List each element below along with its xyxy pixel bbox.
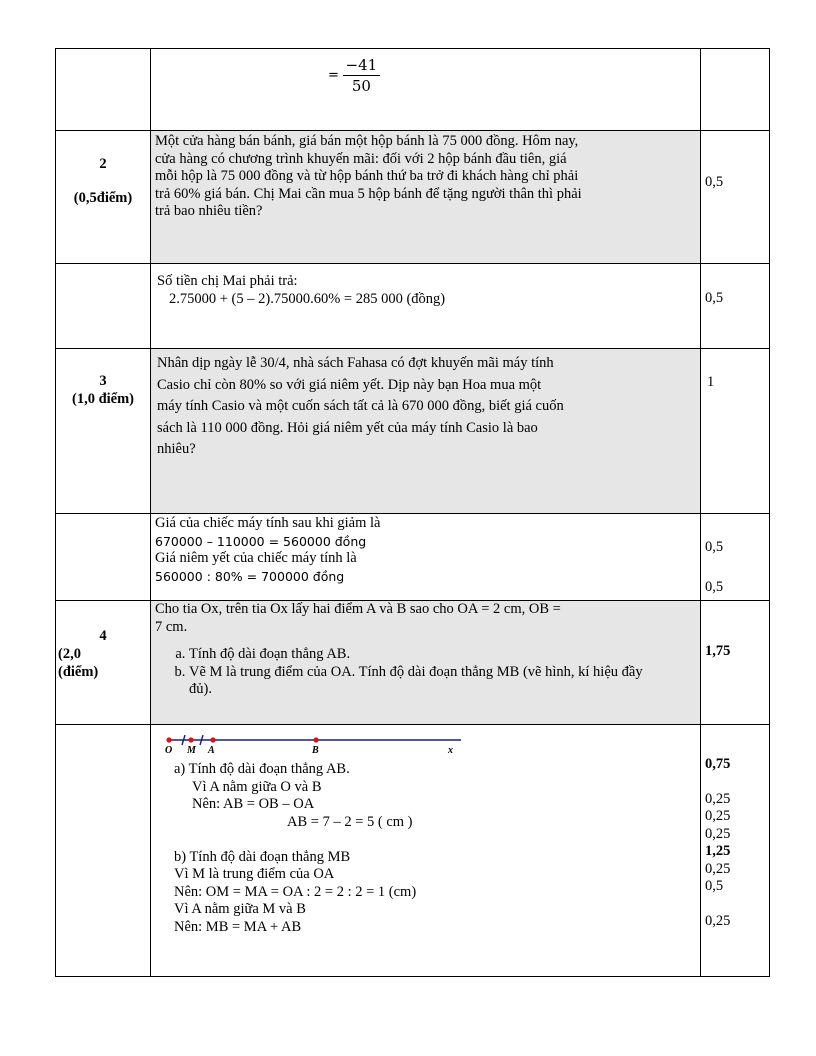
question-line: mỗi hộp là 75 000 đồng và từ hộp bánh thứ ba trở đi khách hàng chỉ phải <box>155 168 579 184</box>
table-row <box>56 601 770 725</box>
question-number: 3 <box>99 373 107 389</box>
question-number: 4 <box>99 628 107 644</box>
label-cell <box>56 725 151 977</box>
fraction-numerator: −41 <box>343 55 381 76</box>
blank-line <box>165 831 700 849</box>
score: 1,75 <box>705 643 731 659</box>
question-line: trả 60% giá bán. Chị Mai cần mua 5 hộp bánh để tặng người thân thì phải <box>155 185 582 202</box>
question-line: Cho tia Ox, trên tia Ox lấy hai điểm A và B sao cho OA = 2 cm, OB = <box>155 601 561 617</box>
score: 0,5 <box>705 290 724 306</box>
question-line: trả bao nhiêu tiền? <box>155 203 263 219</box>
question-line: Casio chỉ còn 80% so với giá niêm yết. Dịp này bạn Hoa mua một <box>157 376 542 393</box>
answer-line: 2.75000 + (5 – 2).75000.60% = 285 000 (đồng) <box>169 290 446 307</box>
answer-cell <box>151 514 701 601</box>
answer-line: 670000 – 110000 = 560000 đồng <box>155 533 367 549</box>
score: 0,5 <box>705 539 724 555</box>
score: 0,5 <box>705 174 724 190</box>
label-cell <box>56 49 151 131</box>
table-row <box>56 514 770 601</box>
label-a: A <box>208 745 215 755</box>
answer-line: Số tiền chị Mai phải trả: <box>157 273 298 289</box>
question-line: nhiêu? <box>157 441 196 457</box>
grading-table <box>55 48 770 977</box>
score-cell <box>701 601 770 725</box>
answer-line: Vì M là trung điểm của OA <box>174 866 335 882</box>
sub-question-list <box>155 646 700 699</box>
score-cell <box>701 514 770 601</box>
answer-cell <box>151 264 701 349</box>
ray-figure <box>165 735 465 755</box>
question-cell <box>151 601 701 725</box>
answer-line: Nên: OM = MA = OA : 2 = 2 : 2 = 1 (cm) <box>174 883 417 900</box>
point-b <box>313 737 318 742</box>
score: 0,5 <box>705 878 724 894</box>
question-points: (2,0 <box>58 646 81 662</box>
question-points: (0,5điểm) <box>73 190 133 206</box>
answer-line: Giá của chiếc máy tính sau khi giảm là <box>155 515 381 531</box>
score-cell <box>701 131 770 264</box>
label-cell <box>56 131 151 264</box>
score: 1 <box>707 374 715 390</box>
score: 0,25 <box>705 790 731 807</box>
answer-line: Giá niêm yết của chiếc máy tính là <box>155 550 357 566</box>
table-row <box>56 725 770 977</box>
score-cell <box>701 264 770 349</box>
table-row <box>56 264 770 349</box>
score-cell <box>701 725 770 977</box>
point-m <box>188 737 193 742</box>
answer-line: a) Tính độ dài đoạn thẳng AB. <box>174 761 350 777</box>
point-o <box>166 737 171 742</box>
sub-question: b. Vẽ M là trung điểm của OA. Tính độ dài đoạn thẳng MB (vẽ hình, kí hiệu đầy đủ). <box>189 664 660 699</box>
question-line: máy tính Casio và một cuốn sách tất cả là 670 000 đồng, biết giá cuốn <box>157 398 564 414</box>
answer-line: Vì A nằm giữa O và B <box>192 778 322 795</box>
question-cell <box>151 131 701 264</box>
score: 0,25 <box>705 860 731 877</box>
label-cell <box>56 349 151 514</box>
answer-cell <box>151 725 701 977</box>
sub-question: a. Tính độ dài đoạn thẳng AB. <box>189 646 660 664</box>
score: 0,5 <box>705 578 724 595</box>
answer-line: Nên: AB = OB – OA <box>192 796 315 812</box>
answer-line: b) Tính độ dài đoạn thẳng MB <box>174 848 351 865</box>
label-x: x <box>448 745 453 755</box>
answer-line: 560000 : 80% = 700000 đồng <box>155 568 345 584</box>
table-row <box>56 49 770 131</box>
question-points: (1,0 điểm) <box>71 391 134 407</box>
score: 0,25 <box>705 825 731 842</box>
score: 1,25 <box>705 843 731 859</box>
question-line: Một cửa hàng bán bánh, giá bán một hộp bánh là 75 000 đồng. Hôm nay, <box>155 133 579 149</box>
question-line: sách là 110 000 đồng. Hỏi giá niêm yết của máy tính Casio là bao <box>157 419 538 436</box>
label-cell <box>56 601 151 725</box>
question-line: 7 cm. <box>155 618 188 635</box>
content-cell <box>151 49 701 131</box>
fraction-denominator: 50 <box>351 77 371 95</box>
table-row <box>56 349 770 514</box>
label-o: O <box>165 745 173 755</box>
table-row <box>56 131 770 264</box>
label-m: M <box>187 745 196 755</box>
score: 0,25 <box>705 912 731 929</box>
question-cell <box>151 349 701 514</box>
label-cell <box>56 264 151 349</box>
label-cell <box>56 514 151 601</box>
fraction <box>343 55 381 96</box>
answer-line: Vì A nằm giữa M và B <box>174 901 306 917</box>
answer-line: AB = 7 – 2 = 5 ( cm ) <box>287 813 413 830</box>
score-cell <box>701 349 770 514</box>
score-cell <box>701 49 770 131</box>
score: 0,25 <box>705 808 731 824</box>
fraction-prefix: = <box>328 67 339 83</box>
question-line: cửa hàng có chương trình khuyến mãi: đối với 2 hộp bánh đầu tiên, giá <box>155 150 567 167</box>
label-b: B <box>312 745 319 755</box>
question-points: (điểm) <box>58 664 99 680</box>
score: 0,75 <box>705 756 731 772</box>
question-line: Nhân dịp ngày lễ 30/4, nhà sách Fahasa có đợt khuyến mãi máy tính <box>157 355 554 371</box>
answer-line: Nên: MB = MA + AB <box>174 918 302 935</box>
question-number: 2 <box>99 156 107 172</box>
point-a <box>210 737 215 742</box>
